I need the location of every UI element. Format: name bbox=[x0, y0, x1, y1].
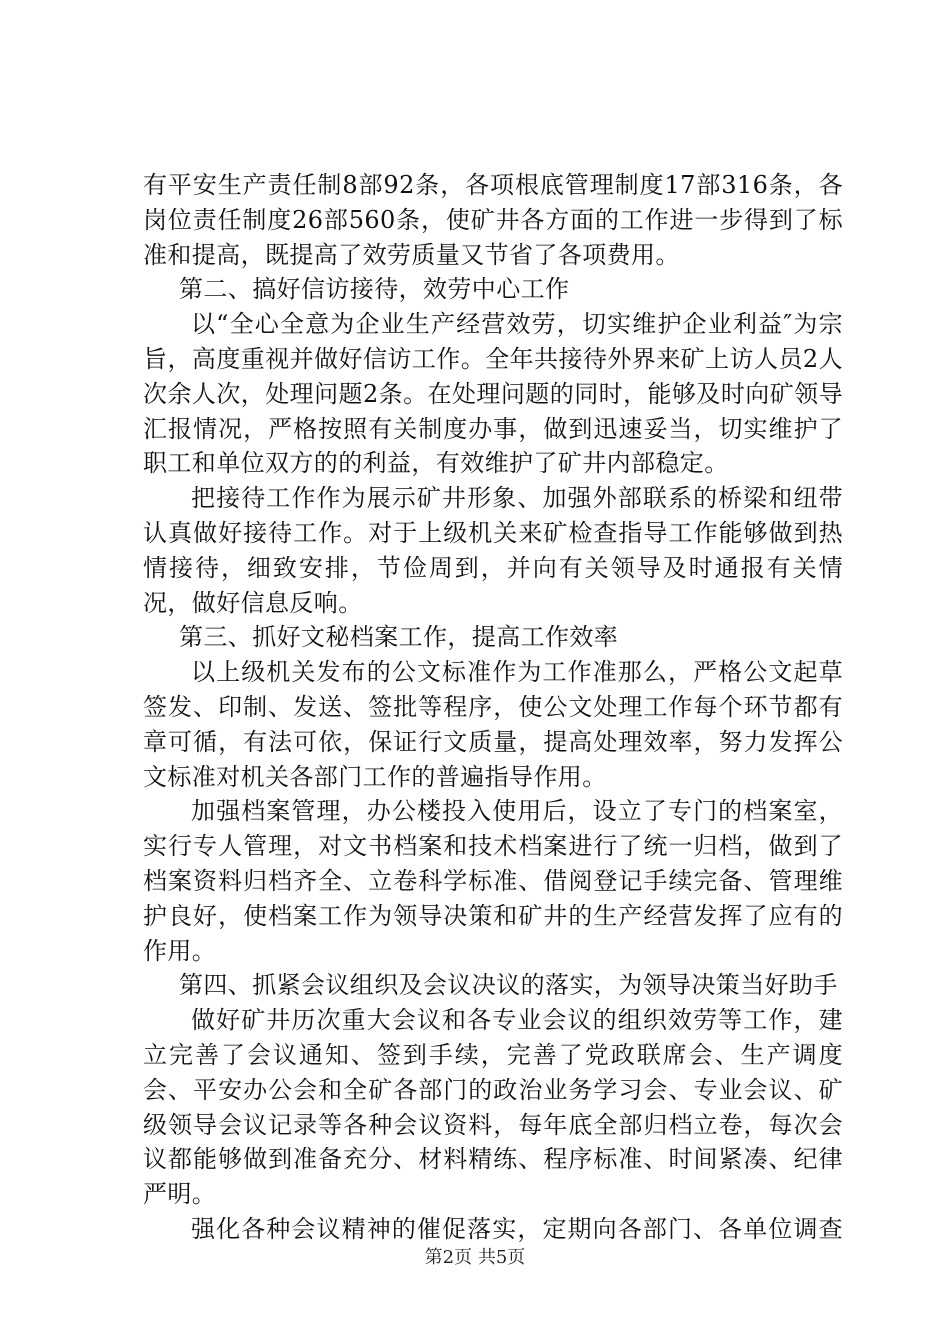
document-body bbox=[143, 168, 843, 1247]
section-heading-meeting-organization: 第四、抓紧会议组织及会议决议的落实，为领导决策当好助手 bbox=[179, 971, 838, 1000]
paragraph-meeting-services: 做好矿井历次重大会议和各专业会议的组织效劳等工作，建立完善了会议通知、签到手续，完善了党政联席会、生产调度会、平安办公会和全矿各部门的政治业务学习会、专业会议、矿级领导会议记录等各种会议资料，每年底全部归档立卷，每次会议都能够做到准备充分、材料精练、程序标准、时间紧凑、纪律严明。 bbox=[143, 1006, 843, 1209]
page-number-footer: 第2页 共5页 bbox=[424, 1247, 526, 1268]
paragraph-reception-work: 把接待工作作为展示矿井形象、加强外部联系的桥梁和纽带认真做好接待工作。对于上级机关来矿检查指导工作能够做到热情接待，细致安排，节俭周到，并向有关领导及时通报有关情况，做好信息反响。 bbox=[143, 484, 843, 617]
section-heading-secretarial-archives: 第三、抓好文秘档案工作，提高工作效率 bbox=[179, 623, 619, 652]
paragraph-meeting-follow-up: 强化各种会议精神的催促落实，定期向各部门、各单位调查 bbox=[191, 1214, 843, 1243]
paragraph-continued-responsibility-systems: 有平安生产责任制8部92条，各项根底管理制度17部316条，各岗位责任制度26部560条，使矿井各方面的工作进一步得到了标准和提高，既提高了效劳质量又节省了各项费用。 bbox=[143, 171, 843, 269]
paragraph-archive-management: 加强档案管理，办公楼投入使用后，设立了专门的档案室，实行专人管理，对文书档案和技术档案进行了统一归档，做到了档案资料归档齐全、立卷科学标准、借阅登记手续完备、管理维护良好，使档案工作为领导决策和矿井的生产经营发挥了应有的作用。 bbox=[143, 797, 843, 965]
section-heading-petition-reception: 第二、搞好信访接待，效劳中心工作 bbox=[179, 275, 570, 304]
paragraph-official-documents: 以上级机关发布的公文标准作为工作准那么，严格公文起草签发、印制、发送、签批等程序，使公文处理工作每个环节都有章可循，有法可依，保证行文质量，提高处理效率，努力发挥公文标准对机关各部门工作的普遍指导作用。 bbox=[143, 658, 843, 791]
paragraph-petition-work: 以“全心全意为企业生产经营效劳，切实维护企业利益″为宗旨，高度重视并做好信访工作。全年共接待外界来矿上访人员2人次余人次，处理问题2条。在处理问题的同时，能够及时向矿领导汇报情况，严格按照有关制度办事，做到迅速妥当，切实维护了职工和单位双方的的利益，有效维护了矿井内部稳定。 bbox=[143, 310, 843, 478]
